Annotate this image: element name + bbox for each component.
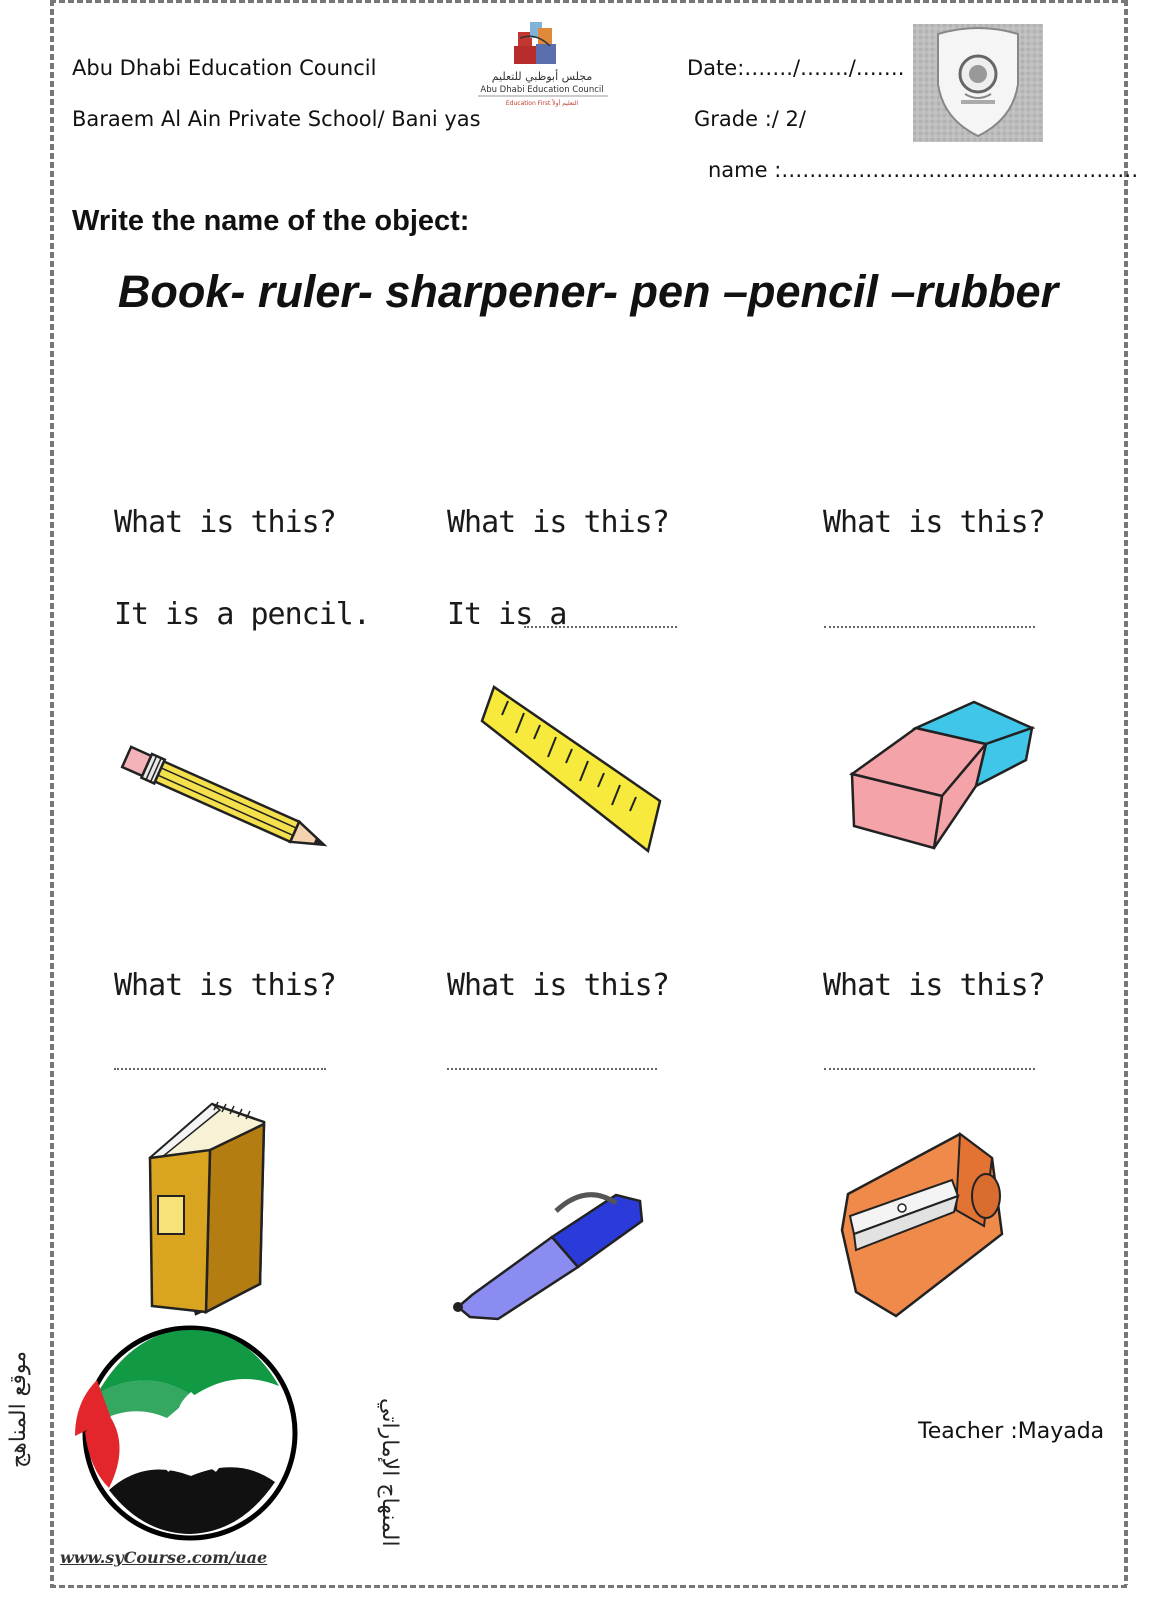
adec-arabic: مجلس أبوظبي للتعليم <box>491 70 593 83</box>
answer-3-line[interactable] <box>824 626 1035 628</box>
arabic-left-caption: موقع المناهج <box>6 1350 31 1468</box>
teacher-name: Teacher :Mayada <box>918 1419 1105 1444</box>
date-field: Date:……./……./……. <box>687 56 905 80</box>
answer-2-line[interactable] <box>524 626 677 628</box>
pen-icon <box>444 1183 652 1323</box>
question-6: What is this? <box>823 968 1045 1003</box>
uae-curriculum-logo <box>6 1318 402 1547</box>
ruler-icon <box>478 683 668 858</box>
question-4: What is this? <box>114 968 336 1003</box>
instruction-heading: Write the name of the object: <box>72 205 470 237</box>
school-name: Baraem Al Ain Private School/ Bani yas <box>72 107 481 131</box>
answer-6-line[interactable] <box>824 1068 1035 1070</box>
footer-url[interactable]: www.syCourse.com/uae <box>60 1548 268 1567</box>
adec-english: Abu Dhabi Education Council <box>480 85 604 95</box>
grade-field: Grade :/ 2/ <box>694 107 806 131</box>
page-border-top <box>50 0 1128 3</box>
book-icon <box>140 1100 270 1320</box>
answer-5-line[interactable] <box>447 1068 657 1070</box>
name-field: name :…………………………………………… <box>708 158 1139 182</box>
adec-logo <box>470 18 615 113</box>
pencil-icon <box>110 748 340 860</box>
arabic-right-caption: المنهاج الإماراتي <box>377 1398 402 1547</box>
question-5: What is this? <box>447 968 669 1003</box>
question-1: What is this? <box>114 505 336 540</box>
question-2: What is this? <box>447 505 669 540</box>
page-border-bottom <box>50 1585 1128 1588</box>
council-name: Abu Dhabi Education Council <box>72 56 377 80</box>
question-3: What is this? <box>823 505 1045 540</box>
adec-tagline: Education First التعليم أولاً <box>505 100 579 107</box>
answer-2-prefix: It is a <box>447 597 567 632</box>
sharpener-icon <box>836 1126 1016 1322</box>
school-logo <box>913 24 1043 142</box>
word-bank: Book- ruler- sharpener- pen –pencil –rubber <box>117 266 1059 317</box>
answer-1: It is a pencil. <box>114 597 370 632</box>
eraser-icon <box>846 698 1038 858</box>
answer-4-line[interactable] <box>114 1068 326 1070</box>
page-border-right <box>1124 0 1128 1588</box>
